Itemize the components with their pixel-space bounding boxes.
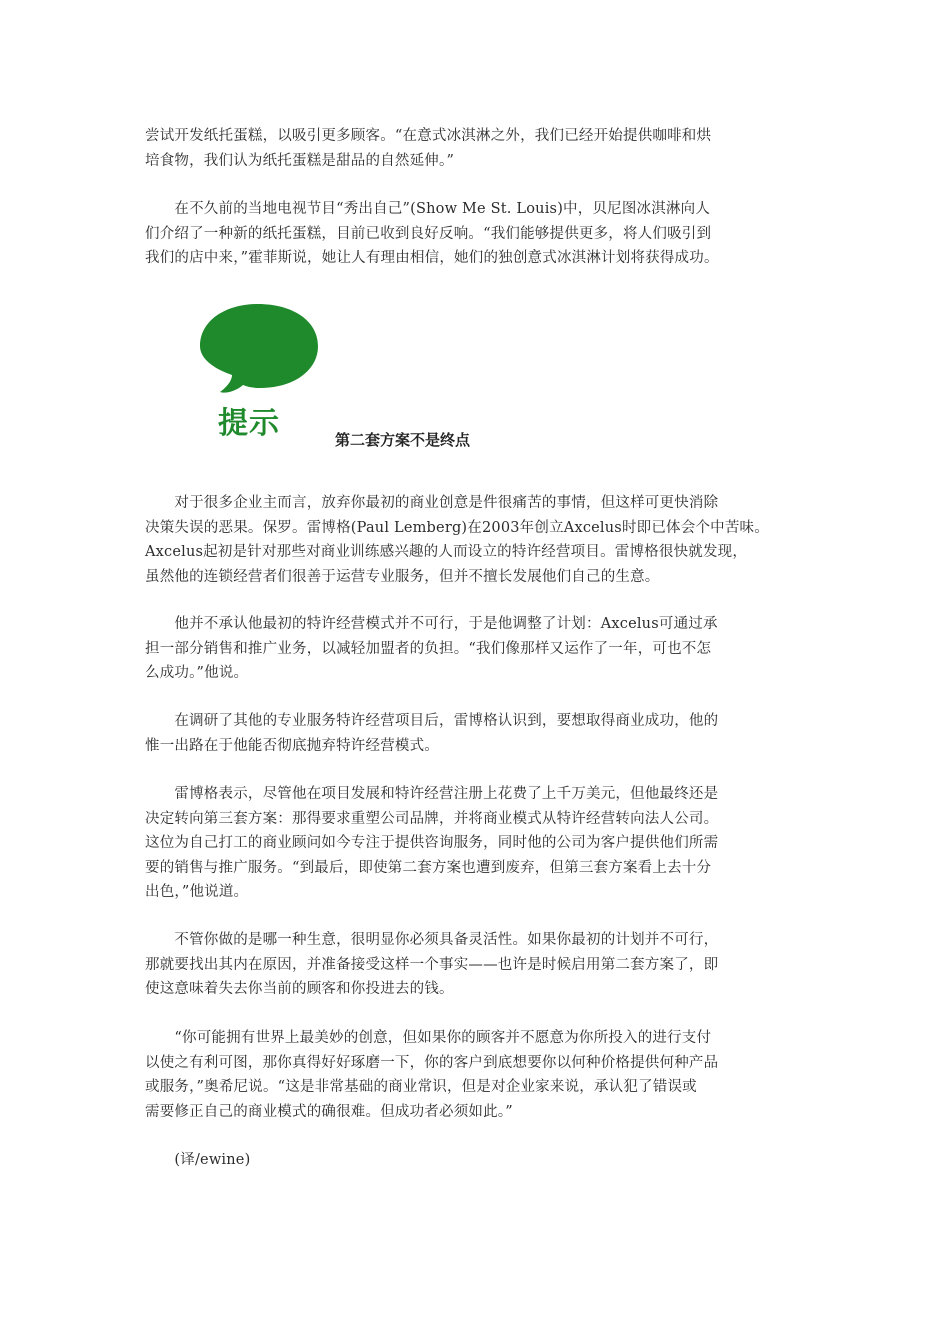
hint-graphic <box>198 296 328 444</box>
text-line: 出色，”他说道。 <box>145 884 249 900</box>
paragraph-abandon-idea <box>145 491 805 589</box>
text-line: 使这意味着失去你当前的顾客和你投进去的钱。 <box>145 981 454 997</box>
text-line: 需要修正自己的商业模式的确很难。但成功者必须如此。” <box>145 1103 513 1120</box>
text-line: 雷博格表示，尽管他在项目发展和特许经营注册上花费了上千万美元，但他最终还是 <box>145 786 719 802</box>
text-line: 那就要找出其内在原因，并准备接受这样一个事实——也许是时候启用第二套方案了，即 <box>145 956 719 973</box>
text-line: (译/ewine) <box>145 1152 251 1168</box>
text-line: 培食物，我们认为纸托蛋糕是甜品的自然延伸。” <box>145 152 455 169</box>
text-line: 么成功。”他说。 <box>145 665 249 681</box>
text-line: 尝试开发纸托蛋糕，以吸引更多顾客。“在意式冰淇淋之外，我们已经开始提供咖啡和烘 <box>145 128 712 144</box>
speech-bubble-icon <box>198 296 328 396</box>
paragraph-flexibility <box>145 928 805 1002</box>
section-title: 第二套方案不是终点 <box>335 431 471 449</box>
text-line: 惟一出路在于他能否彻底抛弃特许经营模式。 <box>145 737 439 754</box>
text-line: 他并不承认他最初的特许经营模式并不可行，于是他调整了计划：Axcelus可通过承 <box>145 616 718 632</box>
paragraph-third-plan <box>145 782 805 905</box>
text-line: 不管你做的是哪一种生意，很明显你必须具备灵活性。如果你最初的计划并不可行， <box>145 932 719 948</box>
paragraph-tv-show <box>145 197 805 271</box>
text-line: 决策失误的恶果。保罗。雷博格(Paul Lemberg)在2003年创立Axcelus时即已体会个中苦味。 <box>145 519 769 536</box>
text-line: Axcelus起初是针对那些对商业训练感兴趣的人而设立的特许经营项目。雷博格很快就发现， <box>145 544 748 560</box>
text-line: 在调研了其他的专业服务特许经营项目后，雷博格认识到，要想取得商业成功，他的 <box>145 713 719 729</box>
paragraph-cupcake-intro <box>145 124 805 173</box>
text-line: 虽然他的连锁经营者们很善于运营专业服务，但并不擅长发展他们自己的生意。 <box>145 568 660 585</box>
text-line: 或服务，”奥希尼说。“这是非常基础的商业常识，但是对企业家来说，承认犯了错误或 <box>145 1079 697 1095</box>
paragraph-quote <box>145 1026 805 1124</box>
text-line: 我们的店中来，”霍菲斯说，她让人有理由相信，她们的独创意式冰淇淋计划将获得成功。 <box>145 250 719 266</box>
text-line: 要的销售与推广服务。“到最后，即使第二套方案也遭到废弃，但第三套方案看上去十分 <box>145 859 712 876</box>
text-line: “你可能拥有世界上最美妙的创意，但如果你的顾客并不愿意为你所投入的进行支付 <box>145 1030 712 1046</box>
text-line: 担一部分销售和推广业务，以减轻加盟者的负担。“我们像那样又运作了一年，可也不怎 <box>145 640 712 657</box>
paragraph-research <box>145 709 805 758</box>
text-line: 这位为自己打工的商业顾问如今专注于提供咨询服务，同时他的公司为客户提供他们所需 <box>145 835 719 851</box>
paragraph-translator <box>145 1148 805 1173</box>
text-line: 在不久前的当地电视节目“秀出自己”(Show Me St. Louis)中，贝尼图冰淇淋向人 <box>145 201 711 217</box>
hint-label: 提示 <box>218 406 280 441</box>
text-line: 决定转向第三套方案：那得要求重塑公司品牌，并将商业模式从特许经营转向法人公司。 <box>145 810 719 827</box>
text-line: 以使之有利可图，那你真得好好琢磨一下，你的客户到底想要你以何种价格提供何种产品 <box>145 1054 719 1071</box>
text-line: 对于很多企业主而言，放弃你最初的商业创意是件很痛苦的事情，但这样可更快消除 <box>145 495 719 511</box>
paragraph-adjust-plan <box>145 612 805 686</box>
text-line: 们介绍了一种新的纸托蛋糕，目前已收到良好反响。“我们能够提供更多，将人们吸引到 <box>145 225 712 242</box>
